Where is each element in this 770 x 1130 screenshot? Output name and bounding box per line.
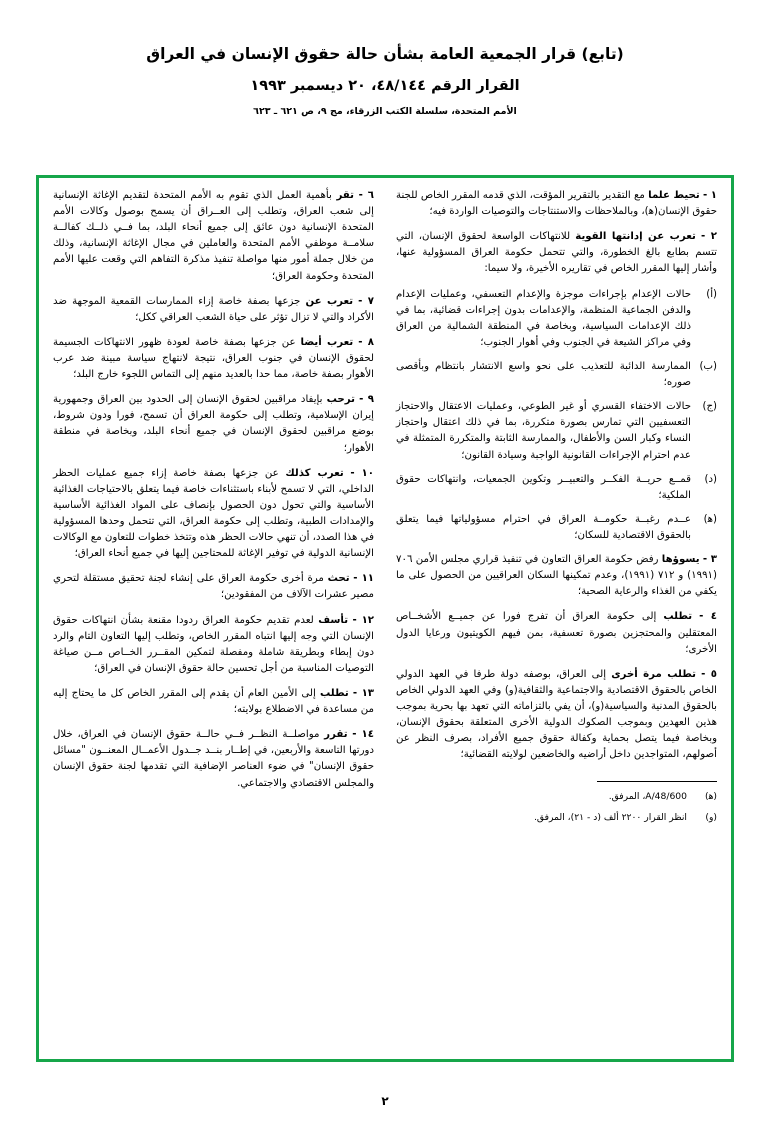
document-source-line: الأمم المتحدة، سلسلة الكتب الزرقاء، مج ٩، ص ٦٢١ ـ ٦٢٣ xyxy=(253,105,517,117)
two-column-layout xyxy=(53,188,717,1049)
paragraph-lead: تعرب أيضا xyxy=(300,336,354,348)
column-right xyxy=(396,188,717,1049)
paragraph xyxy=(53,466,374,563)
paragraph-number: ١٢ - xyxy=(352,614,374,626)
paragraph-text: إلى الأمين العام أن يقدم إلى المقرر الخاص كل ما يحتاج إليه من مساعدة في الاضطلاع بولايته؛ xyxy=(53,687,374,716)
paragraph-lead: تأسف xyxy=(318,614,349,626)
paragraph-lead: ترحب xyxy=(326,394,355,406)
list-item-marker: (د) xyxy=(704,473,717,485)
list-item-marker: (ب) xyxy=(699,360,717,372)
paragraph-text: عن جزعها بصفة خاصة لعودة ظهور الانتهاكات الجسيمة لحقوق الإنسان في جنوب العراق، نتيجة لانتهاج سياسة مبينة ضد عرب الأهوار بصفة خاصة، مما حدا بالعديد منهم إلى التماس اللجوء خارج البلد؛ xyxy=(53,336,374,381)
paragraph-number: ٩ - xyxy=(359,394,374,406)
footnote xyxy=(396,811,717,825)
list-item-marker: (ﻫ) xyxy=(703,513,717,525)
footnote-marker: (و) xyxy=(705,812,717,824)
paragraph xyxy=(53,188,374,285)
list-item-text: عــدم رغبــة حكومــة العراق في احترام مسؤولياتها فيما يتعلق بالحقوق الاقتصادية للسكان؛ xyxy=(396,513,691,541)
list-item-text: قمــع حريــة الفكــر والتعبيــر وتكوين الجمعيات، وانتهاكات حقوق الملكية؛ xyxy=(396,473,691,501)
paragraph-number: ٣ - xyxy=(702,554,717,566)
list-item-text: الممارسة الدائبة للتعذيب على نحو واسع الانتشار بانتظام وبأقصى صوره؛ xyxy=(396,360,691,389)
paragraph xyxy=(53,613,374,677)
paragraph xyxy=(396,609,717,657)
paragraph xyxy=(396,229,717,277)
paragraph xyxy=(53,727,374,791)
list-item xyxy=(396,399,717,463)
paragraph-number: ٢ - xyxy=(701,231,717,243)
page-number: ٢ xyxy=(381,1094,389,1108)
footnote xyxy=(396,790,717,804)
footnote-text: انظر القرار ٢٢٠٠ ألف (د - ٢١)، المرفق. xyxy=(534,812,687,824)
footnote-text: A/48/600، المرفق. xyxy=(608,791,687,803)
document-subtitle: القرار الرقم ٤٨/١٤٤، ٢٠ ديسمبر ١٩٩٣ xyxy=(250,77,520,94)
footnotes xyxy=(396,781,717,825)
paragraph-lead: تقر xyxy=(336,190,354,201)
paragraph-number: ١١ - xyxy=(353,573,374,585)
document-page xyxy=(0,44,770,1130)
paragraph xyxy=(53,686,374,718)
paragraph-lead: تعرب عن xyxy=(305,295,354,307)
paragraph-text: جزعها بصفة خاصة إزاء الممارسات القمعية الموجهة ضد الأكراد والتي لا تزال تؤثر على حياة الشعب العراقي ككل؛ xyxy=(53,295,374,323)
paragraph-text: مع التقدير بالتقرير المؤقت، الذي قدمه المقرر الخاص للجنة حقوق الإنسان(ﻫ)، وبالملاحظات والاستنتاجات والتوصيات الواردة فيه؛ xyxy=(396,190,717,218)
list-item xyxy=(396,359,717,391)
paragraph-text: بأهمية العمل الذي تقوم به الأمم المتحدة لتقديم الإغاثة الإنسانية إلى شعب العراق، وتطلب إلى العــراق أن يسمح بوصول وكالات الأمم المتحدة الإنسانية دون عائق إلى جميع أنحاء البلد، بما فــي ذلــك كفالــة سلامــة موظفي الأمم المتحدة والعاملين في مجال الإغاثة الإنسانية، وذلك من خلال جملة أمور منها مواصلة تنفيذ مذكرة التفاهم التي وقعت عليها الأمم المتحدة وحكومة العراق؛ xyxy=(53,190,374,282)
list-item-text: حالات الإعدام بإجراءات موجزة والإعدام التعسفي، وعمليات الإعدام والدفن الجماعية المنظمة، والإعدامات بدون إجراءات قضائية، بما في ذلك الإعدامات السياسية، وبخاصة في المنطقة الشمالية من العراق وفي مراكز الشيعة في الجنوب وفي أهوار الجنوب؛ xyxy=(396,288,691,348)
paragraph-number: ١٣ - xyxy=(352,687,374,699)
list-item xyxy=(396,287,717,351)
content-frame xyxy=(36,175,734,1062)
paragraph-text: عن جزعها بصفة خاصة إزاء جميع عمليات الحظر الداخلي، التي لا تسمح لأبناء باستثناءات خاصة فيما يتعلق بالاحتياجات الغذائية الأساسية والتي تحول دون الحصول بإنصاف على المواد الغذائية الأساسية والإمدادات الطبية، وتطلب إلى حكومة العراق، التي تتحمل وحدها المسؤولية في هذا الصدد، أن تنهي حالات الحظر هذه وتتخذ خطوات للتعاون مع الوكالات الإنسانية الدولية في توفير الإغاثة للمحتاجين إليها في جميع أنحاء العراق؛ xyxy=(53,467,374,560)
paragraph-text: بإيفاد مراقبين لحقوق الإنسان إلى الحدود بين العراق وجمهورية إيران الإسلامية، وتطلب إلى حكومة العراق أن تسمح، فورا ودون شروط، بوضع مراقبين لحقوق الإنسان في جميع أنحاء البلد، وبخاصة في منطقة الأهوار؛ xyxy=(53,394,374,454)
footnote-marker: (ﻫ) xyxy=(704,791,717,803)
document-header xyxy=(0,44,770,117)
document-title: (تابع) قرار الجمعية العامة بشأن حالة حقوق الإنسان في العراق xyxy=(146,45,624,63)
paragraph-lead: تطلب xyxy=(663,611,693,623)
paragraph-number: ٤ - xyxy=(699,611,717,623)
paragraph-text: إلى العراق، بوصفه دولة طرفا في العهد الدولي الخاص بالحقوق الاقتصادية والاجتماعية والثقافية(و) وفي العهد الدولي الخاص بالحقوق المدنية والسياسية(و)، أن يفي بالتزاماته التي تعهد بها بحرية بموجب هذين العهدين وبموجب الصكوك الدولية الأخرى المتعلقة بحقوق الإنسان، وبخاصة فيما يتصل بحماية وكفالة حقوق جميع الأفراد، بصرف النظر عن أصولهم، المتواجدين داخل أراضيه والخاضعين لولايته القضائية؛ xyxy=(396,668,717,761)
paragraph xyxy=(396,552,717,600)
paragraph-number: ١٠ - xyxy=(350,467,374,479)
paragraph-lead: تعرب كذلك xyxy=(285,467,344,479)
paragraph xyxy=(396,188,717,220)
paragraph xyxy=(396,667,717,764)
paragraph-number: ٦ - xyxy=(358,190,374,201)
footnote-rule xyxy=(597,781,717,782)
paragraph-text: مواصلــة النظــر فــي حالــة حقوق الإنسان في العراق، خلال دورتها التاسعة والأربعين، في إطــار بنــد جــدول الأعمــال المعنــون "مسائل حقوق الإنسان" في ضوء العناصر الإضافية التي تقدمها لجنة حقوق الإنسان والمجلس الاقتصادي والاجتماعي. xyxy=(53,729,374,789)
paragraph-number: ٨ - xyxy=(358,336,374,348)
paragraph xyxy=(53,335,374,383)
paragraph-lead: تعرب عن إدانتها القوية xyxy=(575,231,696,243)
paragraph-text: إلى حكومة العراق أن تفرج فورا عن جميــع الأشخــاص المعتقلين والمحتجزين بصورة تعسفية، بمن فيهم الكويتيون ورعايا الدول الأخرى؛ xyxy=(396,611,717,655)
paragraph-text: مرة أخرى حكومة العراق على إنشاء لجنة تحقيق مستقلة لتحري مصير عشرات الآلاف من المفقودين؛ xyxy=(53,573,374,601)
paragraph xyxy=(53,294,374,326)
list-item-text: حالات الاختفاء القسري أو غير الطوعي، وعمليات الاعتقال والاحتجاز التعسفيين التي تمارس بصورة متكررة، بما في ذلك اعتقال واحتجاز النساء وكبار السن والأطفال، والممارسة الثابتة والمتكررة المتمثلة في عدم احترام الإجراءات القانونية الواجبة وسيادة القانون؛ xyxy=(396,401,691,461)
paragraph-lead: يسوؤها xyxy=(661,554,700,566)
paragraph-number: ٧ - xyxy=(358,295,374,307)
list-item-marker: (ج) xyxy=(702,401,717,413)
paragraph-number: ٥ - xyxy=(701,668,717,680)
paragraph-text: رفض حكومة العراق التعاون في تنفيذ قراري مجلس الأمن ٧٠٦ (١٩٩١) و ٧١٢ (١٩٩١)، وعدم تمكينها السكان العراقيين من الحصول على ما يكفي من الغذاء والرعاية الصحية؛ xyxy=(396,554,717,598)
paragraph xyxy=(53,392,374,456)
paragraph-lead: تحيط علما xyxy=(648,190,700,201)
paragraph-text: لعدم تقديم حكومة العراق ردودا مقنعة بشأن انتهاكات حقوق الإنسان التي وجه إليها انتباه المقرر الخاص، وتطلب إليها التعاون التام والرد دون إبطاء وبطريقة شاملة ومفصلة لتمكين المقــرر الخــاص مــن صياغة التوصيات المناسبة من أجل تحسين حالة حقوق الإنسان في العراق؛ xyxy=(53,614,374,674)
paragraph-lead: تقرر xyxy=(324,729,348,741)
paragraph-lead: تطلب xyxy=(320,687,349,699)
column-left xyxy=(53,188,374,1049)
paragraph-lead: تطلب مرة أخرى xyxy=(611,668,696,680)
paragraph-number: ١ - xyxy=(703,190,718,201)
paragraph-number: ١٤ - xyxy=(352,729,374,741)
paragraph xyxy=(53,571,374,603)
list-item xyxy=(396,472,717,504)
paragraph-text: للانتهاكات الواسعة لحقوق الإنسان، التي تتسم بطابع بالغ الخطورة، والتي تتحمل حكومة العراق المسؤولية عنها، وأشار إليها المقرر الخاص في تقاريره الأخيرة، ولا سيما: xyxy=(396,231,717,275)
list-item xyxy=(396,512,717,544)
paragraph-lead: تحث xyxy=(327,573,350,585)
list-item-marker: (أ) xyxy=(706,288,717,300)
